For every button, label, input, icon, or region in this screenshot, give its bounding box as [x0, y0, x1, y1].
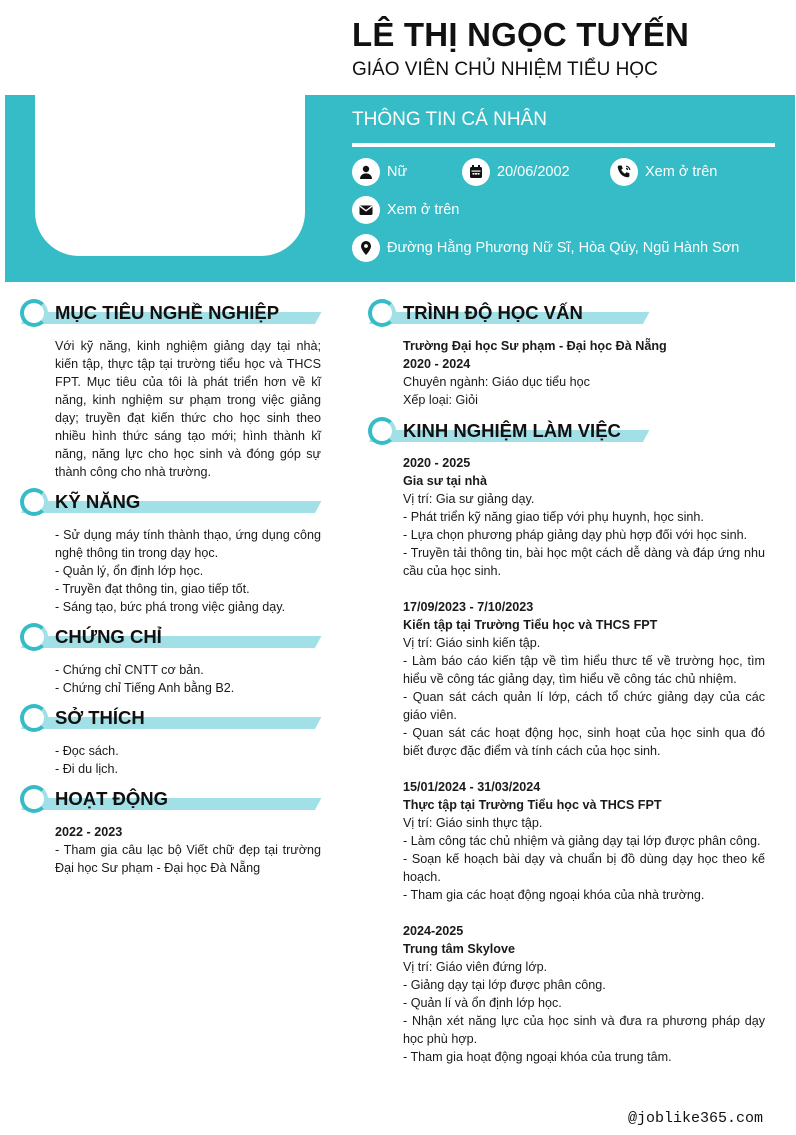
activity-text: - Tham gia câu lạc bộ Viết chữ đẹp tại trường Đại học Sư phạm - Đại học Đà Nẵng: [55, 843, 321, 875]
spacer: [403, 760, 765, 778]
job-line: Vị trí: Giáo sinh kiến tập.: [403, 636, 541, 650]
address-value: Đường Hằng Phương Nữ Sĩ, Hòa Qúy, Ngũ Hành Sơn: [387, 240, 740, 256]
calendar-icon: [462, 158, 490, 186]
job-line: - Nhận xét năng lực của học sinh và đưa ra phương pháp dạy học phù hợp.: [403, 1014, 765, 1046]
person-icon: [352, 158, 380, 186]
job-line: - Tham gia hoạt động ngoại khóa của trung tâm.: [403, 1050, 672, 1064]
experience-header: [369, 417, 654, 447]
ring-icon: [368, 299, 396, 327]
job-line: - Quản lí và ổn định lớp học.: [403, 996, 562, 1010]
hobbies-list: [55, 742, 321, 778]
ring-icon: [20, 299, 48, 327]
job-period: 17/09/2023 - 7/10/2023: [403, 600, 534, 614]
phone-value: Xem ở trên: [645, 164, 718, 180]
ring-icon: [368, 417, 396, 445]
experience-title: KINH NGHIỆM LÀM VIỆC: [403, 420, 621, 441]
birthday-item: [462, 158, 570, 186]
job-line: - Lựa chọn phương pháp giảng dạy phù hợp đối với học sinh.: [403, 528, 748, 542]
footer-handle: @joblike365.com: [627, 1110, 763, 1127]
list-item: - Chứng chỉ Tiếng Anh bằng B2.: [55, 681, 235, 695]
activities-header: [21, 785, 326, 815]
hobbies-title: SỞ THÍCH: [55, 707, 145, 728]
job-line: - Soạn kế hoạch bài dạy và chuẩn bị đồ dùng dạy học theo kế hoạch.: [403, 852, 765, 884]
objective-header: [21, 299, 326, 329]
ring-icon: [20, 623, 48, 651]
job-entry: [403, 778, 765, 904]
job-org: Gia sư tại nhà: [403, 474, 488, 488]
list-item: - Đọc sách.: [55, 744, 119, 758]
list-item: - Sáng tạo, bức phá trong việc giảng dạy.: [55, 600, 286, 614]
ring-icon: [20, 704, 48, 732]
skills-header: [21, 488, 326, 518]
objective-text: Với kỹ năng, kinh nghiệm giảng dạy tại nhà; kiến tập, thực tập tại trường tiểu học và THCS FPT. Mục tiêu của tôi là phát triển hơn về kĩ năng, kinh nghiệm sư phạm trong việc giảng dạy; truyền đạt kiến thức cho học sinh theo nhiều hình thức sáng tạo mới; hình thành kĩ năng, năng lực cho học sinh và đóng góp sự thành công cho nhà trường.: [55, 339, 321, 479]
email-value: Xem ở trên: [387, 202, 460, 218]
job-line: - Làm công tác chủ nhiệm và giảng dạy tại lớp được phân công.: [403, 834, 761, 848]
personal-info-title: THÔNG TIN CÁ NHÂN: [352, 109, 547, 130]
list-item: - Đi du lịch.: [55, 762, 118, 776]
activities-content: [55, 823, 321, 877]
job-line: Vị trí: Giáo viên đứng lớp.: [403, 960, 548, 974]
job-line: - Tham gia các hoạt động ngoại khóa của nhà trường.: [403, 888, 705, 902]
job-entry: [403, 454, 765, 580]
job-org: Trung tâm Skylove: [403, 942, 515, 956]
list-item: - Truyền đạt thông tin, giao tiếp tốt.: [55, 582, 250, 596]
phone-icon: [610, 158, 638, 186]
envelope-icon: [352, 196, 380, 224]
profile-photo-placeholder: [35, 60, 305, 256]
certificates-list: [55, 661, 321, 697]
job-line: - Giảng dạy tại lớp được phân công.: [403, 978, 606, 992]
job-period: 2020 - 2025: [403, 456, 471, 470]
email-item: [352, 196, 459, 224]
job-line: Vị trí: Gia sư giảng dạy.: [403, 492, 535, 506]
education-rank: Xếp loại: Giỏi: [403, 393, 478, 407]
location-pin-icon: [352, 234, 380, 262]
hobbies-header: [21, 704, 326, 734]
personal-info-divider: [352, 143, 775, 147]
education-title: TRÌNH ĐỘ HỌC VẤN: [403, 302, 583, 323]
list-item: - Sử dụng máy tính thành thạo, ứng dụng công nghệ thông tin trong dạy học.: [55, 528, 321, 560]
spacer: [403, 580, 765, 598]
gender-item: [352, 158, 407, 186]
job-line: - Làm báo cáo kiến tập về tìm hiểu thưc tế về trường học, tìm hiểu về công tác giảng dạy, tìm hiểu về công tác chủ nhiệm.: [403, 654, 765, 686]
skills-title: KỸ NĂNG: [55, 491, 141, 512]
job-title: GIÁO VIÊN CHỦ NHIỆM TIỂU HỌC: [352, 59, 658, 80]
job-line: - Quan sát cách quản lí lớp, cách tổ chức giảng dạy của các giáo viên.: [403, 690, 765, 722]
list-item: - Quản lý, ổn định lớp học.: [55, 564, 204, 578]
phone-item: [610, 158, 717, 186]
skills-list: [55, 526, 321, 616]
objective-title: MỤC TIÊU NGHỀ NGHIỆP: [55, 302, 280, 323]
certificates-header: [21, 623, 326, 653]
birthday-value: 20/06/2002: [497, 164, 570, 180]
job-org: Kiến tập tại Trường Tiểu học và THCS FPT: [403, 618, 658, 632]
job-line: - Truyền tải thông tin, bài học một cách dễ dàng và đáp ứng nhu cầu của học sinh.: [403, 546, 765, 578]
job-period: 2024-2025: [403, 924, 464, 938]
education-period: 2020 - 2024: [403, 357, 471, 371]
education-school: Trường Đại học Sư phạm - Đại học Đà Nẵng: [403, 339, 667, 353]
list-item: - Chứng chỉ CNTT cơ bản.: [55, 663, 204, 677]
job-line: Vị trí: Giáo sinh thực tập.: [403, 816, 543, 830]
job-line: - Phát triển kỹ năng giao tiếp với phụ huynh, học sinh.: [403, 510, 704, 524]
ring-icon: [20, 488, 48, 516]
certificates-title: CHỨNG CHỈ: [55, 626, 162, 647]
education-major: Chuyên ngành: Giáo dục tiểu học: [403, 375, 590, 389]
gender-value: Nữ: [387, 164, 408, 180]
address-item: [352, 234, 739, 262]
job-period: 15/01/2024 - 31/03/2024: [403, 780, 541, 794]
activities-title: HOẠT ĐỘNG: [55, 788, 169, 809]
education-content: [403, 337, 765, 409]
education-header: [369, 299, 654, 329]
candidate-name: LÊ THỊ NGỌC TUYẾN: [352, 16, 690, 53]
spacer: [403, 904, 765, 922]
job-line: - Quan sát các hoạt động học, sinh hoạt của học sinh qua đó biết được đặc điểm và tính cách của học sinh.: [403, 726, 765, 758]
ring-icon: [20, 785, 48, 813]
experience-list: [403, 454, 765, 1066]
activity-period: 2022 - 2023: [55, 825, 123, 839]
job-entry: [403, 598, 765, 760]
job-entry: [403, 922, 765, 1066]
job-org: Thực tập tại Trường Tiểu học và THCS FPT: [403, 798, 662, 812]
